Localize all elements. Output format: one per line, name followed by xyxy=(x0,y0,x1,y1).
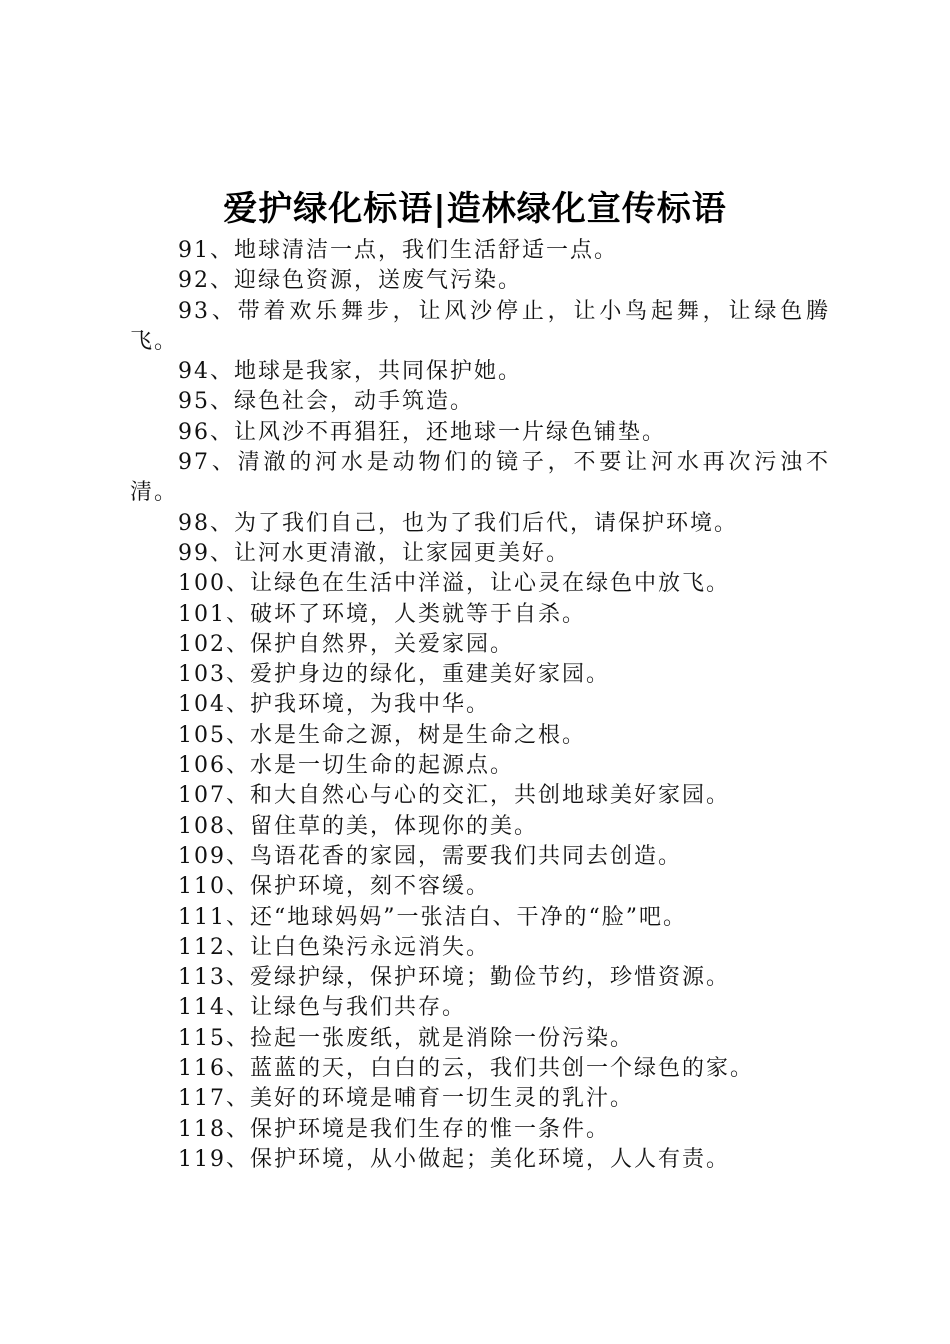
slogan-line: 111、还“地球妈妈”一张洁白、干净的“脸”吧。 xyxy=(178,904,687,930)
slogan-line: 117、美好的环境是哺育一切生灵的乳汁。 xyxy=(178,1086,634,1112)
slogan-line: 118、保护环境是我们生存的惟一条件。 xyxy=(178,1116,610,1142)
slogan-line: 105、水是生命之源，树是生命之根。 xyxy=(178,722,586,748)
slogan-line: 109、鸟语花香的家园，需要我们共同去创造。 xyxy=(178,843,682,869)
slogan-line: 115、捡起一张废纸，就是消除一份污染。 xyxy=(178,1025,634,1051)
slogan-line: 114、让绿色与我们共存。 xyxy=(178,995,466,1021)
slogan-line: 113、爱绿护绿，保护环境；勤俭节约，珍惜资源。 xyxy=(178,965,730,991)
slogan-line: 110、保护环境，刻不容缓。 xyxy=(178,874,490,900)
slogan-line: 106、水是一切生命的起源点。 xyxy=(178,753,514,779)
slogan-line: 95、绿色社会，动手筑造。 xyxy=(178,389,474,415)
slogan-list xyxy=(130,236,830,1175)
slogan-line: 94、地球是我家，共同保护她。 xyxy=(178,359,522,385)
slogan-line: 108、留住草的美，体现你的美。 xyxy=(178,813,538,839)
slogan-line: 107、和大自然心与心的交汇，共创地球美好家园。 xyxy=(178,783,730,809)
slogan-line: 92、迎绿色资源，送废气污染。 xyxy=(178,268,522,294)
slogan-line: 93、带着欢乐舞步，让风沙停止，让小鸟起舞，让绿色腾飞。 xyxy=(130,298,830,354)
slogan-line: 100、让绿色在生活中洋溢，让心灵在绿色中放飞。 xyxy=(178,571,730,597)
slogan-line: 103、爱护身边的绿化，重建美好家园。 xyxy=(178,662,610,688)
slogan-line: 119、保护环境，从小做起；美化环境，人人有责。 xyxy=(178,1146,730,1172)
slogan-line: 96、让风沙不再猖狂，还地球一片绿色铺垫。 xyxy=(178,419,666,445)
slogan-line: 101、破坏了环境，人类就等于自杀。 xyxy=(178,601,586,627)
document-title: 爱护绿化标语|造林绿化宣传标语 xyxy=(223,189,727,229)
slogan-line: 99、让河水更清澈，让家园更美好。 xyxy=(178,540,570,566)
slogan-line: 98、为了我们自己，也为了我们后代，请保护环境。 xyxy=(178,510,738,536)
slogan-line: 97、清澈的河水是动物们的镜子，不要让河水再次污浊不清。 xyxy=(130,450,830,506)
slogan-line: 104、护我环境，为我中华。 xyxy=(178,692,490,718)
slogan-line: 112、让白色染污永远消失。 xyxy=(178,934,490,960)
slogan-line: 102、保护自然界，关爱家园。 xyxy=(178,631,514,657)
slogan-line: 91、地球清洁一点，我们生活舒适一点。 xyxy=(178,238,618,263)
slogan-line: 116、蓝蓝的天，白白的云，我们共创一个绿色的家。 xyxy=(178,1056,754,1082)
